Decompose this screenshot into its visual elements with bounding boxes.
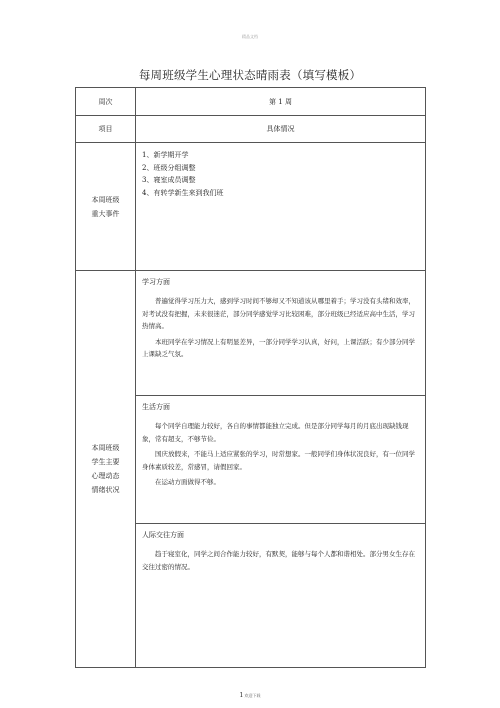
item-label: 项目 bbox=[76, 116, 136, 142]
life-section bbox=[136, 396, 425, 524]
events-label-line: 重大事件 bbox=[91, 209, 120, 218]
events-row bbox=[76, 143, 425, 271]
week-row bbox=[76, 88, 425, 116]
event-item: 2、班级分组调整 bbox=[142, 163, 196, 172]
life-heading: 生活方面 bbox=[142, 403, 170, 411]
document-title: 每周班级学生心理状态晴雨表（填写模板） bbox=[138, 68, 362, 82]
psych-label-line: 情绪状况 bbox=[91, 486, 120, 494]
event-item: 4、有转学新生来到我们班 bbox=[142, 188, 224, 197]
social-heading: 人际交往方面 bbox=[142, 531, 184, 539]
psych-label-line: 学生主要 bbox=[91, 458, 120, 466]
life-paragraph: 在运动方面做得不够。 bbox=[155, 478, 220, 486]
events-list bbox=[136, 143, 425, 270]
event-item: 3、寝室成员调整 bbox=[142, 176, 196, 184]
study-paragraph: 本班同学在学习情况上有明显差异，一部分同学学习认真，好问，上课活跃；有少部分同学上课缺乏气氛。 bbox=[142, 337, 415, 358]
study-section bbox=[136, 271, 425, 396]
study-heading: 学习方面 bbox=[142, 278, 170, 286]
item-row bbox=[76, 116, 425, 143]
item-value: 具体情况 bbox=[266, 125, 295, 133]
psych-label-line: 心理动态 bbox=[91, 472, 120, 480]
psych-content bbox=[136, 271, 425, 667]
events-label-line: 本周班级 bbox=[91, 195, 120, 204]
event-item: 1、新学期开学 bbox=[142, 151, 189, 159]
header-note: 精品文档 bbox=[242, 34, 258, 39]
week-label: 周次 bbox=[76, 88, 136, 115]
study-paragraph: 普遍觉得学习压力大，感到学习时间不够却又不知道该从哪里着手；学习没有头绪和效率，对考试没有把握，未来很迷茫，部分同学感觉学习比较困难，部分班级已经适应高中生活，学习热情高。 bbox=[142, 297, 415, 330]
week-value: 第 1 周 bbox=[269, 97, 292, 106]
psych-row bbox=[76, 271, 425, 667]
status-table bbox=[75, 87, 426, 668]
social-paragraph: 趋于寝室化，同学之间合作能力较好，有默契，能够与每个人都和谐相处。部分男女生存在交往过密的情况。 bbox=[142, 550, 415, 571]
page-number: 1 bbox=[239, 692, 244, 699]
life-paragraph: 国庆放假来，不能马上适应紧张的学习，时常想家。一般同学们身体状况良好，有一位同学身体素质较差，常感冒，请假回家。 bbox=[142, 450, 415, 471]
page-footer bbox=[0, 692, 500, 699]
events-label bbox=[76, 143, 136, 270]
footer-text: 欢迎下载 bbox=[244, 693, 261, 698]
psych-label bbox=[76, 271, 136, 667]
social-section bbox=[136, 524, 425, 667]
psych-label-line: 本周班级 bbox=[91, 444, 120, 452]
life-paragraph: 每个同学自理能力较好，各自的事情都能独立完成。但是部分同学每月的月底出现缺钱现象，常有超支，不够节俭。 bbox=[142, 422, 409, 443]
